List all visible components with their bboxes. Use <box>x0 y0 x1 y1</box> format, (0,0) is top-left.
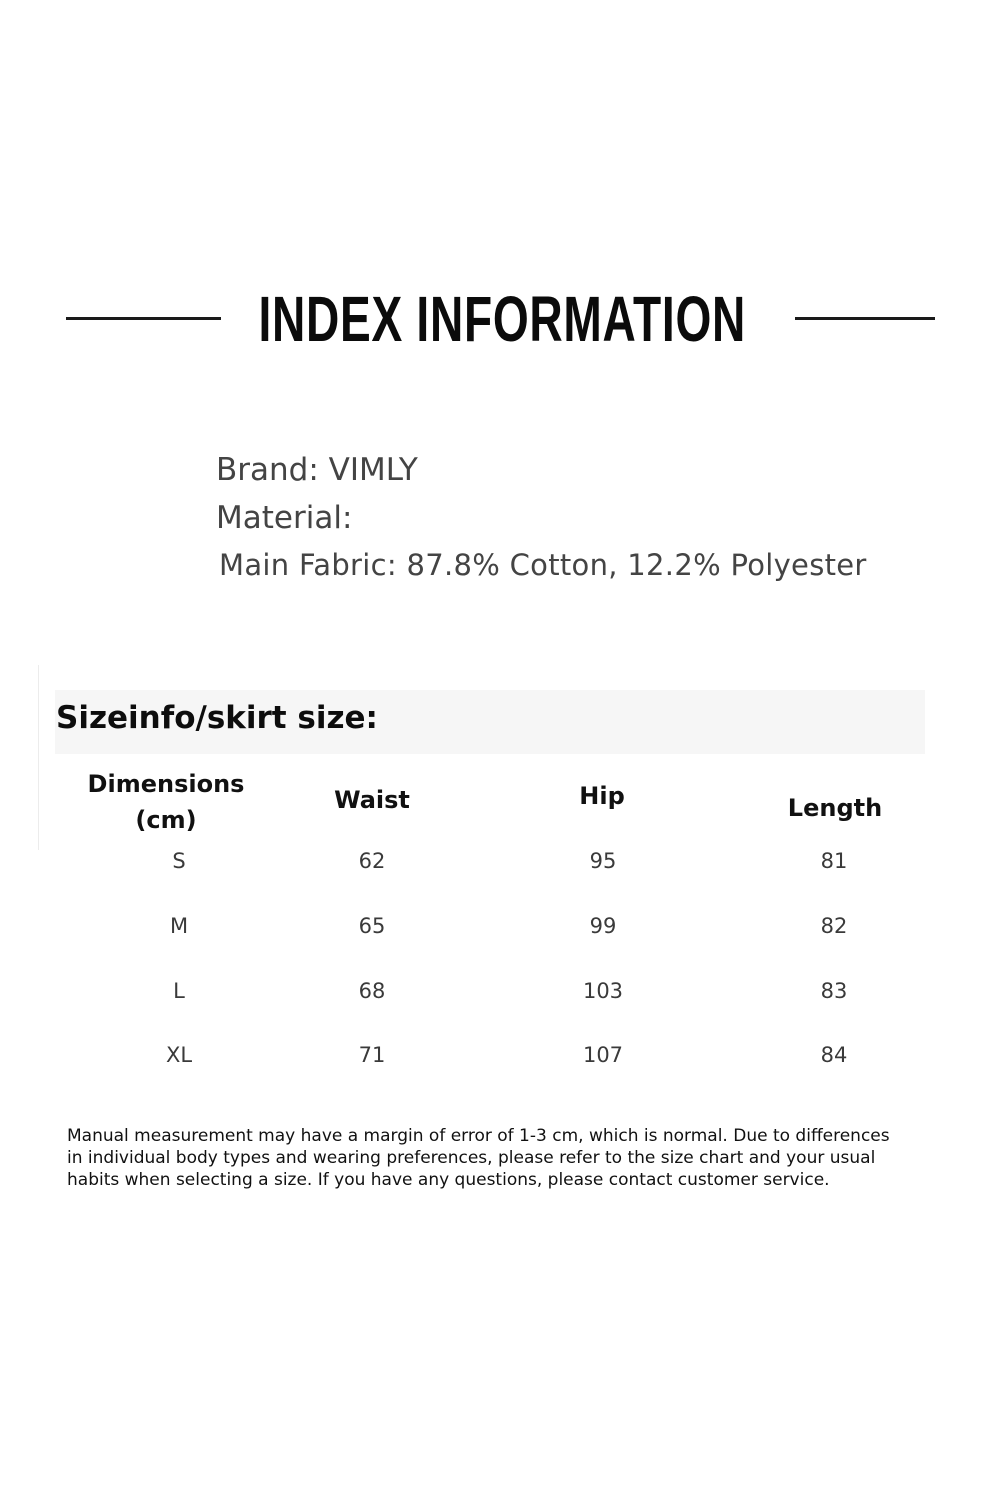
column-header-waist: Waist <box>334 786 410 814</box>
size-cell: L <box>173 979 185 1003</box>
length-cell: 82 <box>820 914 848 938</box>
page-title: INDEX INFORMATION <box>258 283 747 355</box>
column-header-dimensions-unit: (cm) <box>135 806 197 834</box>
material-label: Material: <box>216 500 353 536</box>
column-header-dimensions-label: Dimensions <box>87 770 245 798</box>
hip-cell: 107 <box>582 1043 624 1067</box>
divider <box>38 665 39 850</box>
size-cell: S <box>172 849 186 873</box>
hip-cell: 103 <box>582 979 624 1003</box>
measurement-note <box>67 1125 947 1191</box>
waist-cell: 68 <box>358 979 386 1003</box>
column-header-hip: Hip <box>579 782 625 810</box>
length-cell: 84 <box>820 1043 848 1067</box>
length-cell: 81 <box>820 849 848 873</box>
size-cell: XL <box>165 1043 193 1067</box>
title-right-rule <box>795 317 935 320</box>
note-line: habits when selecting a size. If you have any questions, please contact customer service. <box>67 1170 830 1190</box>
main-fabric-text: Main Fabric: 87.8% Cotton, 12.2% Polyester <box>219 548 867 582</box>
size-cell: M <box>169 914 189 938</box>
waist-cell: 62 <box>358 849 386 873</box>
hip-cell: 95 <box>589 849 617 873</box>
hip-cell: 99 <box>589 914 617 938</box>
waist-cell: 71 <box>358 1043 386 1067</box>
note-line: in individual body types and wearing preferences, please refer to the size chart and your usual <box>67 1148 876 1168</box>
column-header-length: Length <box>787 794 883 822</box>
column-header-dimensions <box>66 766 266 838</box>
waist-cell: 65 <box>358 914 386 938</box>
note-line: Manual measurement may have a margin of error of 1-3 cm, which is normal. Due to differences <box>67 1126 890 1146</box>
length-cell: 83 <box>820 979 848 1003</box>
size-section-heading: Sizeinfo/skirt size: <box>56 700 378 736</box>
brand-text: Brand: VIMLY <box>216 452 418 488</box>
